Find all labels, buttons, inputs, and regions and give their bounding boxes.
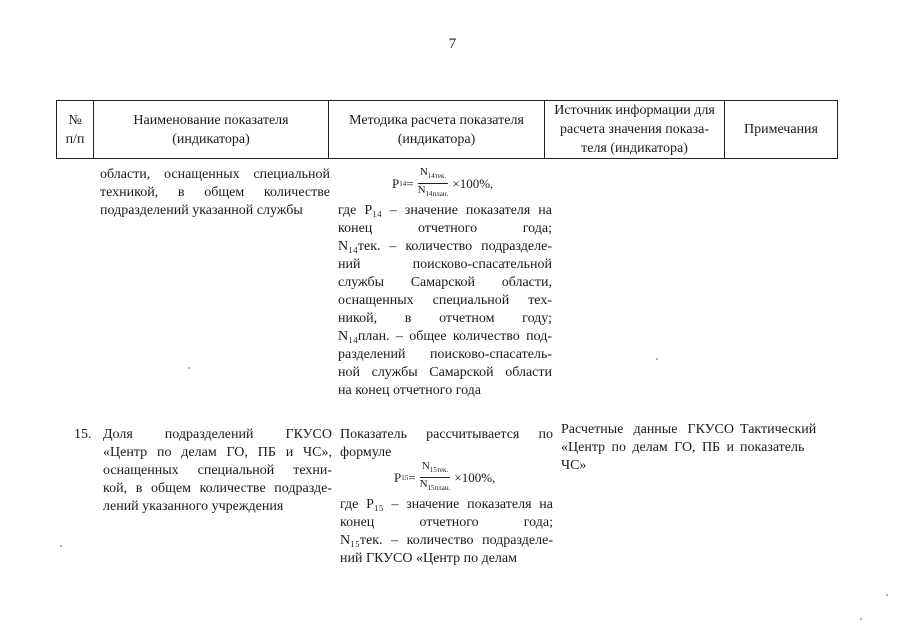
text-line: ЧС» (561, 458, 587, 473)
header-col-number-text: № п/п (65, 112, 85, 147)
formula-denominator (416, 184, 451, 201)
text-line: никой, в отчетном году; (338, 311, 552, 326)
text-line: подразделений указанной службы (100, 203, 303, 218)
header-col-source-text: Источник информации для расчета значения показа- теля (индикатора) (554, 103, 715, 156)
text-line: лений указанного учреждения (103, 499, 284, 514)
text-line: ний ГКУСО «Центр по делам (340, 551, 517, 566)
text-line: оснащенных специальной тех- (338, 293, 552, 308)
formula-lhs: P (392, 175, 400, 191)
formula-den-sub: 14план. (425, 190, 449, 199)
formula-lhs-sub: 14 (399, 179, 407, 188)
text-line: показатель (740, 440, 805, 455)
row14-method (338, 202, 552, 400)
text-line: «Центр по делам ГО, ПБ и ЧС», (103, 445, 332, 460)
row15-name (103, 426, 332, 516)
text-line: N₁₄план. – общее количество под- (338, 329, 552, 344)
scan-speck (188, 367, 190, 369)
text-line: Показатель рассчитывается по (340, 427, 553, 442)
text-line: техникой, в общем количестве (100, 185, 330, 200)
text-line: области, оснащенных специальной (100, 167, 330, 182)
header-table (56, 100, 838, 159)
scan-speck (886, 594, 888, 596)
text-line: Тактический (740, 422, 817, 437)
scan-speck (656, 358, 658, 360)
formula-equals: = (406, 175, 414, 191)
header-col-name (94, 101, 329, 159)
text-line: службы Самарской области, (338, 275, 552, 290)
text-line: разделений поисково-спасатель- (338, 347, 552, 362)
scan-speck (860, 618, 862, 620)
formula-numerator (418, 166, 448, 184)
header-col-source (545, 101, 725, 159)
text-line: конец отчетного года; (338, 221, 552, 236)
header-col-notes (725, 101, 838, 159)
text-line: оснащенных специальной техни- (103, 463, 332, 478)
text-line: N₁₅тек. – количество подразделе- (340, 533, 553, 548)
text-line: где P₁₄ – значение показателя на (338, 203, 552, 218)
formula-den-symbol: N (417, 184, 426, 197)
formula-den-symbol: N (419, 478, 428, 491)
formula-fraction (416, 166, 451, 201)
text-line: Расчетные данные ГКУСО (561, 422, 734, 437)
text-line: ний поисково-спасательной (338, 257, 552, 272)
formula-numerator (420, 460, 450, 478)
formula-num-sub: 14тек. (427, 172, 447, 181)
formula-denominator (418, 478, 453, 495)
row15-number: 15. (74, 427, 92, 442)
text-line: «Центр по делам ГО, ПБ и (561, 440, 734, 455)
header-col-method-text: Методика расчета показателя (индикатора) (349, 112, 524, 147)
row15-method-intro (340, 426, 553, 462)
header-col-notes-text: Примечания (743, 122, 818, 137)
row14-formula (392, 166, 493, 201)
formula-num-symbol: N (419, 166, 428, 178)
formula-equals: = (408, 469, 416, 485)
text-line: кой, в общем количестве подразде- (103, 481, 332, 496)
page-number: 7 (448, 36, 457, 52)
row15-notes (740, 421, 830, 457)
text-line: конец отчетного года; (340, 515, 553, 530)
formula-num-symbol: N (421, 460, 430, 472)
text-line: где P₁₅ – значение показателя на (340, 497, 553, 512)
text-line: формуле (340, 445, 392, 460)
formula-num-sub: 15тек. (429, 466, 449, 475)
row15-method (340, 496, 553, 568)
formula-tail: ×100%, (452, 175, 494, 191)
scan-speck (60, 545, 62, 547)
text-line: ной службы Самарской области (338, 365, 552, 380)
header-col-number (57, 101, 94, 159)
formula-lhs: P (394, 469, 402, 485)
text-line: на конец отчетного года (338, 383, 482, 398)
formula-den-sub: 15план. (427, 484, 451, 493)
header-col-name-text: Наименование показателя (индикатора) (133, 112, 289, 147)
row15-source (561, 421, 734, 475)
text-line: N₁₄тек. – количество подразделе- (338, 239, 552, 254)
row14-name (100, 166, 330, 220)
header-col-method (329, 101, 545, 159)
row15-formula (394, 460, 495, 495)
formula-lhs-sub: 15 (401, 473, 409, 482)
text-line: Доля подразделений ГКУСО (103, 427, 332, 442)
formula-tail: ×100%, (454, 469, 496, 485)
formula-fraction (418, 460, 453, 495)
